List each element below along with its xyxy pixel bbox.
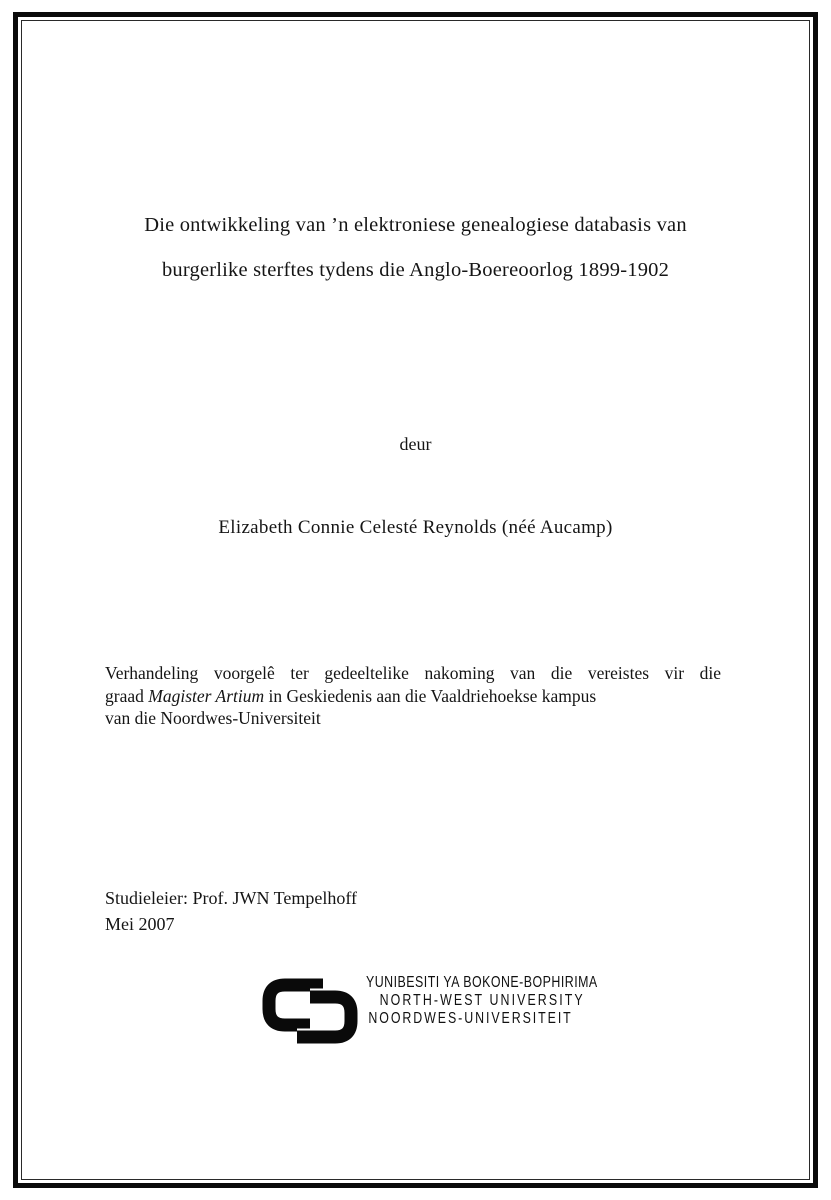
byline-deur: deur [399,434,432,454]
nwu-logo-wordmark [366,974,598,1029]
degree-statement-line-2-prefix: graad [105,685,149,706]
degree-statement-line-2 [105,685,721,708]
degree-statement-line-3: van die Noordwes-Universiteit [105,708,321,728]
page-title [54,203,777,293]
date-line: Mei 2007 [105,914,175,934]
supervisor-block [105,885,357,937]
logo-name-setswana: YUNIBESITI YA BOKONE-BOPHIRIMA [366,974,598,991]
supervisor-line: Studieleier: Prof. JWN Tempelhoff [105,888,358,908]
logo-name-english: NORTH-WEST UNIVERSITY [379,992,585,1010]
page-title-line-2: burgerlike sterftes tydens die Anglo-Boereoorlog 1899-1902 [161,259,670,281]
logo-name-afrikaans: NOORDWES-UNIVERSITEIT [368,1010,573,1028]
degree-name-italic: Magister Artium [148,685,265,706]
author-name: Elizabeth Connie Celesté Reynolds (néé Aucamp) [218,517,613,538]
degree-statement-line-2-suffix: in Geskiedenis aan die Vaaldriehoekse kampus [264,685,597,706]
degree-statement-line-1: Verhandeling voorgelê ter gedeeltelike nakoming van die vereistes vir die [105,663,721,683]
degree-statement [105,662,721,730]
page-title-line-1: Die ontwikkeling van ’n elektroniese genealogiese databasis van [144,214,687,236]
nwu-logo-chain-links-icon [257,972,363,1050]
